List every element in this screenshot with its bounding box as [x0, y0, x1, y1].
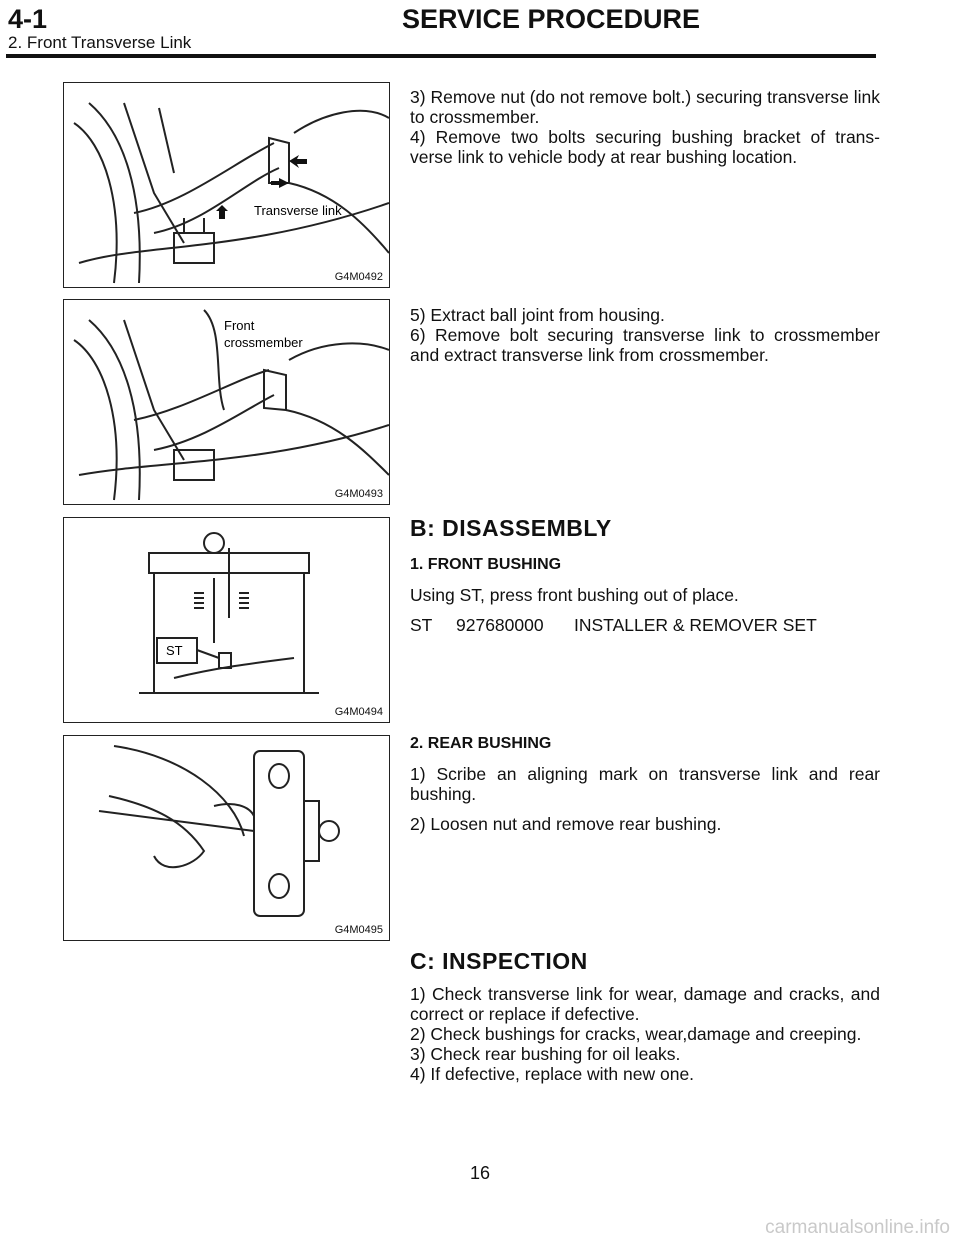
- figure-transverse-link: [63, 82, 390, 288]
- figure-id: G4M0495: [334, 924, 383, 936]
- inspection-heading: C: INSPECTION: [410, 948, 588, 974]
- section-subtitle: 2. Front Transverse Link: [8, 33, 192, 52]
- step-text: 5) Extract ball joint from housing.: [410, 305, 665, 325]
- inspection-step: 2) Check bushings for cracks, wear,damage and creeping.: [410, 1024, 862, 1044]
- figure-illustration: [64, 300, 390, 505]
- disassembly-section: [410, 515, 880, 635]
- special-tool-row: [410, 615, 880, 635]
- figure-id: G4M0494: [334, 706, 383, 718]
- figure-scribe-mark: [63, 735, 390, 941]
- step-text: 4) Remove two bolts securing bushing bracket of trans-verse link to vehicle body at rear bushing location.: [410, 127, 880, 167]
- step-text: 3) Remove nut (do not remove bolt.) securing transverse link to crossmember.: [410, 87, 880, 127]
- page-title: SERVICE PROCEDURE: [402, 4, 701, 34]
- figure-illustration: [64, 518, 390, 723]
- step-text: 6) Remove bolt securing transverse link to crossmember and extract transverse link from crossmember.: [410, 325, 880, 365]
- st-label: ST: [410, 615, 433, 635]
- removal-steps-b: [410, 305, 880, 365]
- rear-bushing-step: 2) Loosen nut and remove rear bushing.: [410, 814, 722, 834]
- inspection-step: 1) Check transverse link for wear, damage and cracks, and correct or replace if defective.: [410, 984, 880, 1024]
- disassembly-heading: B: DISASSEMBLY: [410, 515, 612, 541]
- rear-bushing-heading: 2. REAR BUSHING: [410, 735, 552, 752]
- callout-st: ST: [166, 643, 183, 658]
- inspection-section: [410, 948, 880, 1084]
- removal-steps-a: [410, 87, 880, 167]
- rear-bushing-step: 1) Scribe an aligning mark on transverse link and rear bushing.: [410, 764, 880, 804]
- figure-front-crossmember: [63, 299, 390, 505]
- front-bushing-heading: 1. FRONT BUSHING: [410, 556, 562, 573]
- inspection-step: 4) If defective, replace with new one.: [410, 1064, 695, 1084]
- inspection-step: 3) Check rear bushing for oil leaks.: [410, 1044, 681, 1064]
- st-name: INSTALLER & REMOVER SET: [574, 615, 817, 635]
- section-code: 4-1: [8, 4, 48, 34]
- figure-press-st: [63, 517, 390, 723]
- callout-crossmember: crossmember: [224, 335, 303, 350]
- figure-illustration: [64, 83, 390, 288]
- front-bushing-text: Using ST, press front bushing out of place.: [410, 585, 739, 605]
- callout-transverse-link: Transverse link: [254, 203, 342, 218]
- header-rule: [6, 54, 876, 58]
- rear-bushing-section: [410, 734, 880, 834]
- callout-front: Front: [224, 318, 255, 333]
- figure-illustration: [64, 736, 390, 941]
- st-number: 927680000: [456, 615, 544, 635]
- figure-id: G4M0493: [334, 488, 383, 500]
- page-number: 16: [469, 1163, 491, 1183]
- figure-id: G4M0492: [334, 271, 383, 283]
- watermark: carmanualsonline.info: [765, 1217, 950, 1238]
